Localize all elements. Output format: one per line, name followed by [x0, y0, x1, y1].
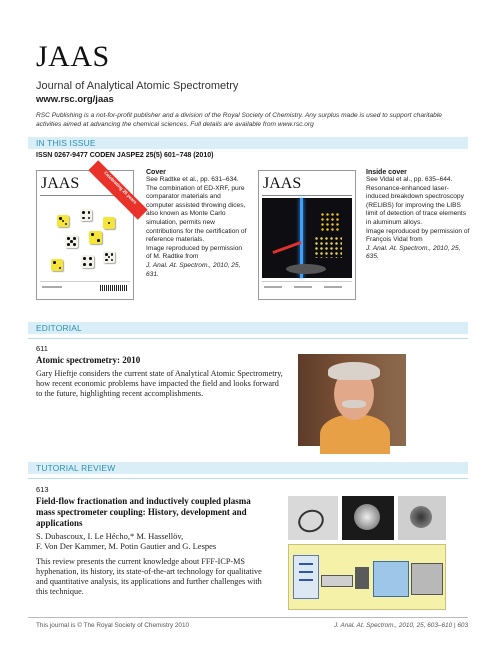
tutorial-page-number: 613	[36, 485, 49, 494]
die-icon	[57, 215, 69, 227]
editorial-title[interactable]: Atomic spectrometry: 2010	[36, 355, 141, 365]
cover-thumb-footer	[40, 281, 130, 296]
tutorial-summary: This review presents the current knowledge about FFF-ICP-MS hyphenation, its history, its state-of-the-art technology for qualitative and quantitative analysis, its applications and further challenges with this technique.	[36, 557, 262, 596]
in-this-issue-bar	[28, 137, 468, 149]
tutorial-figure	[284, 494, 448, 612]
inside-cover-caption-credit: Image reproduced by permission of François Vidal from	[366, 227, 470, 244]
inside-cover-caption-title: Inside cover	[366, 169, 407, 176]
inside-cover-thumb-footer	[262, 281, 352, 296]
cover-thumbnail[interactable]	[36, 170, 138, 300]
cover-caption	[146, 169, 248, 279]
footer-rule	[28, 617, 468, 618]
editorial-portrait-photo	[298, 354, 406, 446]
cover-caption-body: The combination of ED-XRF, pure comparator materials and computer assisted throwing dices, also known as Monte Carlo simulation, permits new contributions for the certification of reference materials.	[146, 184, 247, 244]
issn-line: ISSN 0267-9477 CODEN JASPE2 25(5) 601–748 (2010)	[36, 152, 214, 159]
cover-caption-credit: Image reproduced by permission of M. Radtke from	[146, 244, 243, 261]
tutorial-section-bar	[28, 462, 468, 474]
anniversary-sash	[88, 160, 147, 219]
inside-cover-caption-see[interactable]: See Vidal et al., pp. 635–644.	[366, 176, 453, 183]
micrograph-2	[342, 496, 394, 540]
die-icon	[80, 209, 92, 221]
editorial-section-bar	[28, 322, 468, 334]
die-icon	[81, 255, 94, 268]
cover-thumb-brand: JAAS	[41, 175, 80, 192]
editorial-page-number: 611	[36, 344, 48, 353]
cover-caption-title: Cover	[146, 169, 166, 176]
editorial-summary: Gary Hieftje considers the current state of Analytical Atomic Spectrometry, how recent economic problems have impacted the field and looks forward to the future, highlighting recent accomplishments.	[36, 369, 283, 398]
inside-cover-thumb-brand: JAAS	[263, 175, 302, 192]
die-icon	[103, 251, 115, 263]
laser-image	[262, 198, 352, 278]
footer-citation: J. Anal. At. Spectrom., 2010, 25, 603–610 | 603	[333, 622, 468, 629]
tutorial-authors-line-1: S. Dubascoux, I. Le Hécho,* M. Hassellöv,	[36, 531, 184, 541]
micrograph-3	[398, 496, 446, 540]
in-this-issue-label: IN THIS ISSUE	[36, 138, 96, 148]
inside-cover-thumb-rule	[262, 195, 352, 196]
die-icon	[51, 259, 63, 271]
inside-cover-caption-citation[interactable]: J. Anal. At. Spectrom., 2010, 25, 635.	[366, 244, 461, 261]
publisher-note: RSC Publishing is a not-for-profit publisher and a division of the Royal Society of Chemistry. Any surplus made is used to support charitable activities aimed at advancing the chemical sciences. Full details are available from www.rsc.org	[36, 112, 442, 128]
editorial-rule	[28, 338, 468, 339]
die-icon	[89, 231, 102, 244]
cover-caption-see[interactable]: See Radtke et al., pp. 631–634.	[146, 176, 239, 183]
tutorial-rule	[28, 478, 468, 479]
footer-copyright: This journal is © The Royal Society of Chemistry 2010	[36, 622, 190, 629]
tutorial-section-label: TUTORIAL REVIEW	[36, 463, 116, 473]
inside-cover-caption	[366, 169, 470, 262]
anniversary-sash-text: Celebrating 25 years	[103, 170, 138, 205]
journal-url-link[interactable]: www.rsc.org/jaas	[36, 94, 114, 105]
journal-name: Journal of Analytical Atomic Spectrometry	[36, 80, 239, 92]
inside-cover-caption-body: Resonance-enhanced laser-induced breakdown spectroscopy (RELIBS) for improving the LIBS limit of detection of trace elements in aluminum alloys.	[366, 184, 467, 226]
tutorial-title[interactable]: Field-flow fractionation and inductively coupled plasma mass spectrometer coupling: History, development and applications	[36, 496, 251, 528]
inside-cover-thumbnail[interactable]	[258, 170, 356, 300]
fff-icpms-diagram	[288, 544, 446, 610]
micrograph-1	[288, 496, 338, 540]
journal-brand: JAAS	[36, 40, 110, 73]
die-icon	[103, 217, 115, 229]
cover-caption-citation[interactable]: J. Anal. At. Spectrom., 2010, 25, 631.	[146, 261, 241, 278]
tutorial-authors-line-2: F. Von Der Kammer, M. Potin Gautier and G. Lespes	[36, 541, 217, 551]
die-icon	[65, 235, 78, 248]
editorial-section-label: EDITORIAL	[36, 323, 82, 333]
